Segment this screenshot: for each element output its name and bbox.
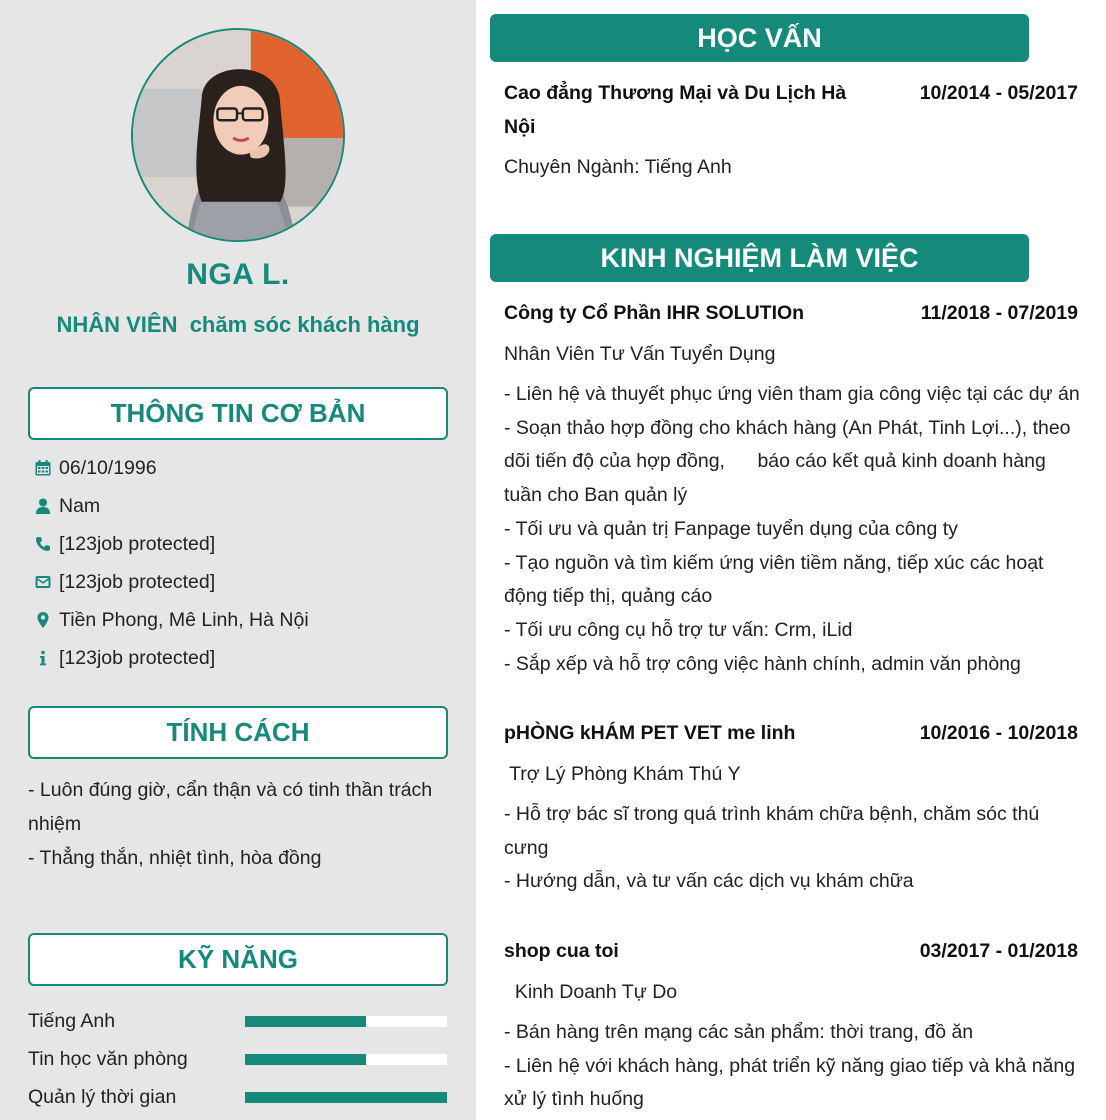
sidebar (0, 0, 476, 1120)
job-role: Trợ Lý Phòng Khám Thú Y (504, 763, 741, 785)
skill-row (28, 1006, 448, 1036)
address-value: Tiền Phong, Mê Linh, Hà Nội (59, 608, 309, 631)
job-description-line: dõi tiến độ của hợp đồng, báo cáo kết quả kinh doanh hàng (504, 450, 1046, 473)
map-marker-icon (34, 611, 52, 629)
job-description-line: tuần cho Ban quản lý (504, 484, 688, 507)
job-description-line: - Soạn thảo hợp đồng cho khách hàng (An Phát, Tinh Lợi...), theo (504, 416, 1071, 439)
main-content (476, 0, 1106, 1120)
phone-icon (34, 535, 52, 553)
basic-info-heading: THÔNG TIN CƠ BẢN (28, 387, 448, 440)
birthdate-row (34, 453, 157, 483)
job-date: 10/2016 - 10/2018 (919, 722, 1078, 744)
job-description-line: - Hướng dẫn, và tư vấn các dịch vụ khám chữa (504, 870, 914, 893)
job-description (504, 798, 1082, 899)
job-description-line: - Tạo nguồn và tìm kiếm ứng viên tiềm năng, tiếp xúc các hoạt (504, 551, 1044, 574)
candidate-name: NGA L. (186, 258, 290, 291)
job-company: shop cua toi (504, 940, 619, 962)
skill-label: Tin học văn phòng (28, 1048, 188, 1070)
job-description-line: - Liên hệ với khách hàng, phát triển kỹ năng giao tiếp và khả năng (504, 1054, 1076, 1077)
job-description-line: xử lý tình huống (504, 1088, 644, 1111)
address-row (34, 605, 309, 635)
skill-bar (245, 1016, 447, 1027)
job-role: Nhân Viên Tư Vấn Tuyển Dụng (504, 343, 776, 365)
education-school-line: Nội (504, 116, 536, 138)
skill-bar-fill (245, 1054, 366, 1065)
profile-photo (131, 28, 345, 242)
job-role: Kinh Doanh Tự Do (504, 981, 678, 1003)
info-icon (34, 649, 52, 667)
extra-info-value: [123job protected] (59, 646, 216, 669)
education-school-line: Cao đẳng Thương Mại và Du Lịch Hà (504, 82, 847, 104)
skill-label: Quản lý thời gian (28, 1086, 177, 1108)
email-value: [123job protected] (59, 570, 216, 593)
job-description-line: - Hỗ trợ bác sĩ trong quá trình khám chữa bệnh, chăm sóc thú (504, 803, 1040, 825)
personality-line: - Luôn đúng giờ, cẩn thận và có tinh thần trách (28, 779, 433, 801)
candidate-job-title: NHÂN VIÊN chăm sóc khách hàng (56, 312, 420, 337)
job-date: 03/2017 - 01/2018 (919, 940, 1078, 962)
education-heading: HỌC VẤN (490, 14, 1029, 62)
skill-row (28, 1082, 448, 1112)
education-major: Chuyên Ngành: Tiếng Anh (504, 156, 732, 178)
personality-heading: TÍNH CÁCH (28, 706, 448, 759)
job-company: Công ty Cổ Phần IHR SOLUTIOn (504, 302, 805, 324)
skills-heading: KỸ NĂNG (28, 933, 448, 986)
job-description-line: cưng (504, 836, 549, 859)
gender-row (34, 491, 100, 521)
user-icon (34, 497, 52, 515)
email-row (34, 567, 215, 597)
job-description-line: - Tối ưu và quản trị Fanpage tuyển dụng của công ty (504, 517, 958, 540)
skill-bar-fill (245, 1016, 366, 1027)
job-description (504, 378, 1082, 681)
skill-bar (245, 1054, 447, 1065)
experience-heading: KINH NGHIỆM LÀM VIỆC (490, 234, 1029, 282)
extra-info-row (34, 643, 215, 673)
job-company: pHÒNG kHÁM PET VET me linh (504, 722, 796, 744)
skill-bar (245, 1092, 447, 1103)
job-date: 11/2018 - 07/2019 (920, 302, 1078, 324)
email-icon (34, 573, 52, 591)
job-description (504, 1016, 1082, 1117)
gender-value: Nam (59, 494, 101, 517)
phone-value: [123job protected] (59, 532, 216, 555)
job-description-line: - Sắp xếp và hỗ trợ công việc hành chính, admin văn phòng (504, 652, 1021, 675)
phone-row (34, 529, 215, 559)
job-description-line: - Tối ưu công cụ hỗ trợ tư vấn: Crm, iLid (504, 618, 853, 641)
personality-text (28, 773, 458, 875)
job-description-line: - Bán hàng trên mạng các sản phẩm: thời trang, đồ ăn (504, 1021, 974, 1043)
skill-row (28, 1044, 448, 1074)
education-school (504, 76, 884, 144)
job-description-line: - Liên hệ và thuyết phục ứng viên tham gia công việc tại các dự án (504, 383, 1080, 405)
calendar-icon (34, 459, 52, 477)
skill-bar-fill (245, 1092, 447, 1103)
personality-line: - Thẳng thắn, nhiệt tình, hòa đồng (28, 847, 322, 869)
job-description-line: động tiếp thị, quảng cáo (504, 585, 713, 608)
birthdate-value: 06/10/1996 (59, 456, 157, 479)
education-date: 10/2014 - 05/2017 (919, 82, 1078, 104)
skill-label: Tiếng Anh (28, 1010, 116, 1032)
personality-line: nhiệm (28, 813, 82, 835)
